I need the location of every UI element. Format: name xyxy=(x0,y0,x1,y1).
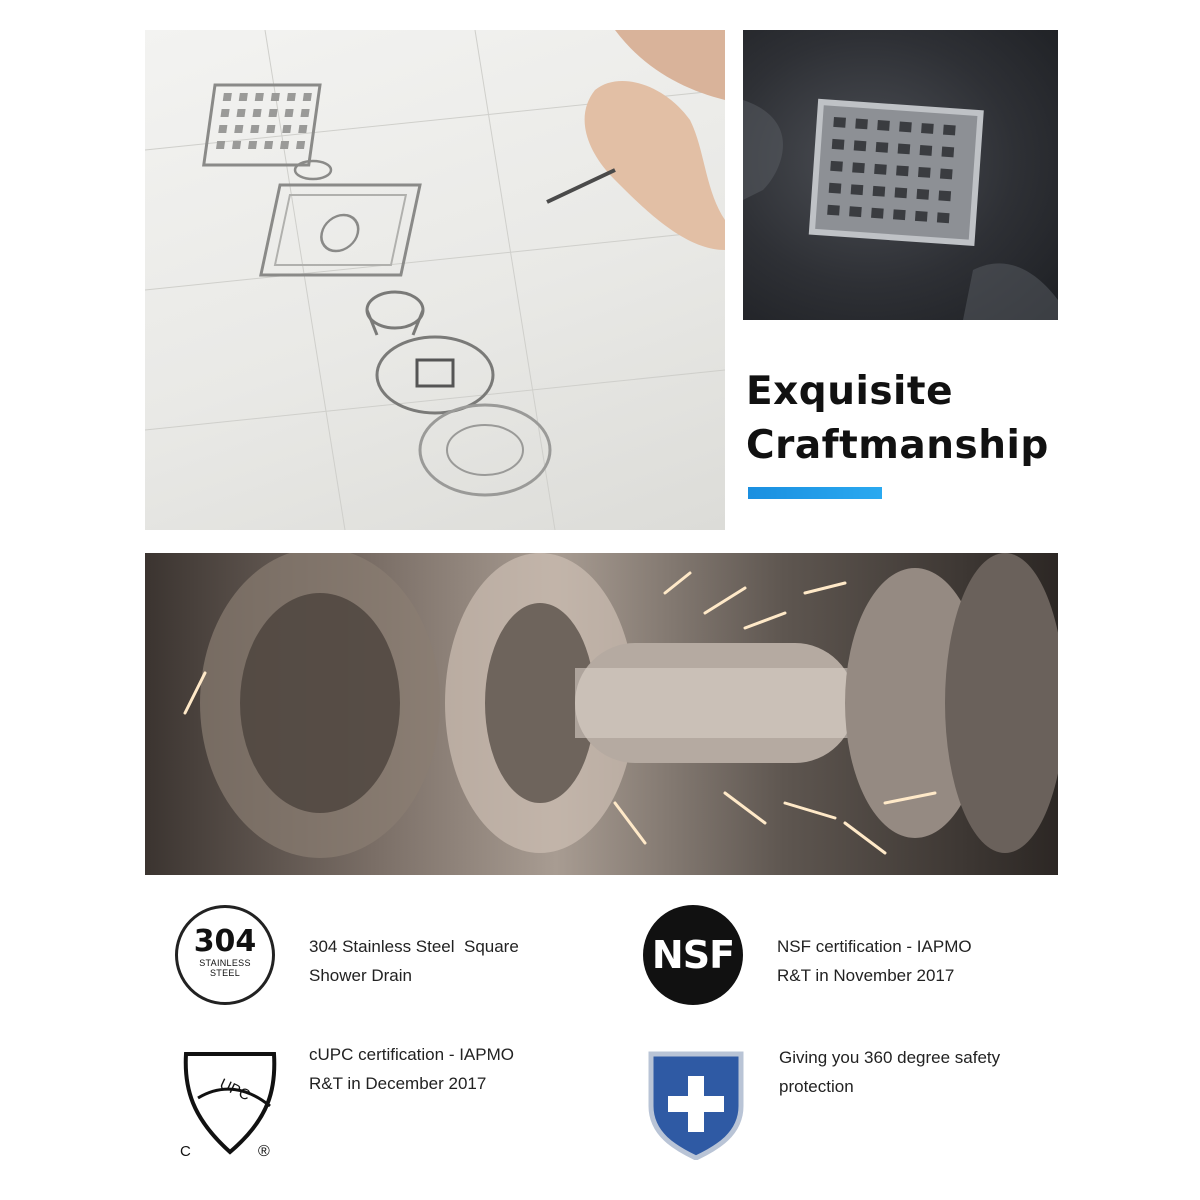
lathe-illustration xyxy=(145,553,1058,875)
stainless-304-icon xyxy=(175,905,275,1005)
badge-304-number: 304 xyxy=(193,924,257,959)
page-title xyxy=(746,365,1076,473)
feature-stainless-line1: 304 Stainless Steel Square xyxy=(309,937,519,956)
upc-c-mark: C xyxy=(180,1143,191,1160)
lathe-photo xyxy=(145,553,1058,875)
feature-safety-line2: protection xyxy=(779,1077,854,1096)
upc-letters: UPC xyxy=(216,1075,253,1105)
badge-304-line2: STEEL xyxy=(209,968,240,978)
drain-illustration xyxy=(743,30,1058,320)
feature-nsf-line2: R&T in November 2017 xyxy=(777,966,955,985)
upc-shield-graphic xyxy=(178,1048,288,1160)
safety-shield-graphic xyxy=(647,1050,745,1160)
feature-safety-line1: Giving you 360 degree safety xyxy=(779,1048,1001,1067)
safety-shield-icon xyxy=(647,1050,745,1160)
sketch-photo xyxy=(145,30,725,530)
nsf-icon xyxy=(643,905,743,1005)
upc-registered-mark: ® xyxy=(258,1143,270,1160)
badge-304-line1: STAINLESS xyxy=(199,958,251,968)
feature-stainless xyxy=(309,932,609,990)
sketch-drawing xyxy=(145,30,725,530)
title-line-2: Craftmanship xyxy=(746,423,1049,468)
drain-photo xyxy=(743,30,1058,320)
upc-shield-icon xyxy=(178,1048,288,1160)
feature-nsf-line1: NSF certification - IAPMO xyxy=(777,937,972,956)
title-underline xyxy=(748,487,882,499)
feature-cupc xyxy=(309,1040,609,1098)
feature-stainless-line2: Shower Drain xyxy=(309,966,412,985)
feature-cupc-line2: R&T in December 2017 xyxy=(309,1074,487,1093)
feature-cupc-line1: cUPC certification - IAPMO xyxy=(309,1045,514,1064)
nsf-badge-label: NSF xyxy=(651,933,735,977)
feature-safety xyxy=(779,1043,1079,1101)
feature-nsf xyxy=(777,932,1077,990)
title-line-1: Exquisite xyxy=(746,369,954,414)
